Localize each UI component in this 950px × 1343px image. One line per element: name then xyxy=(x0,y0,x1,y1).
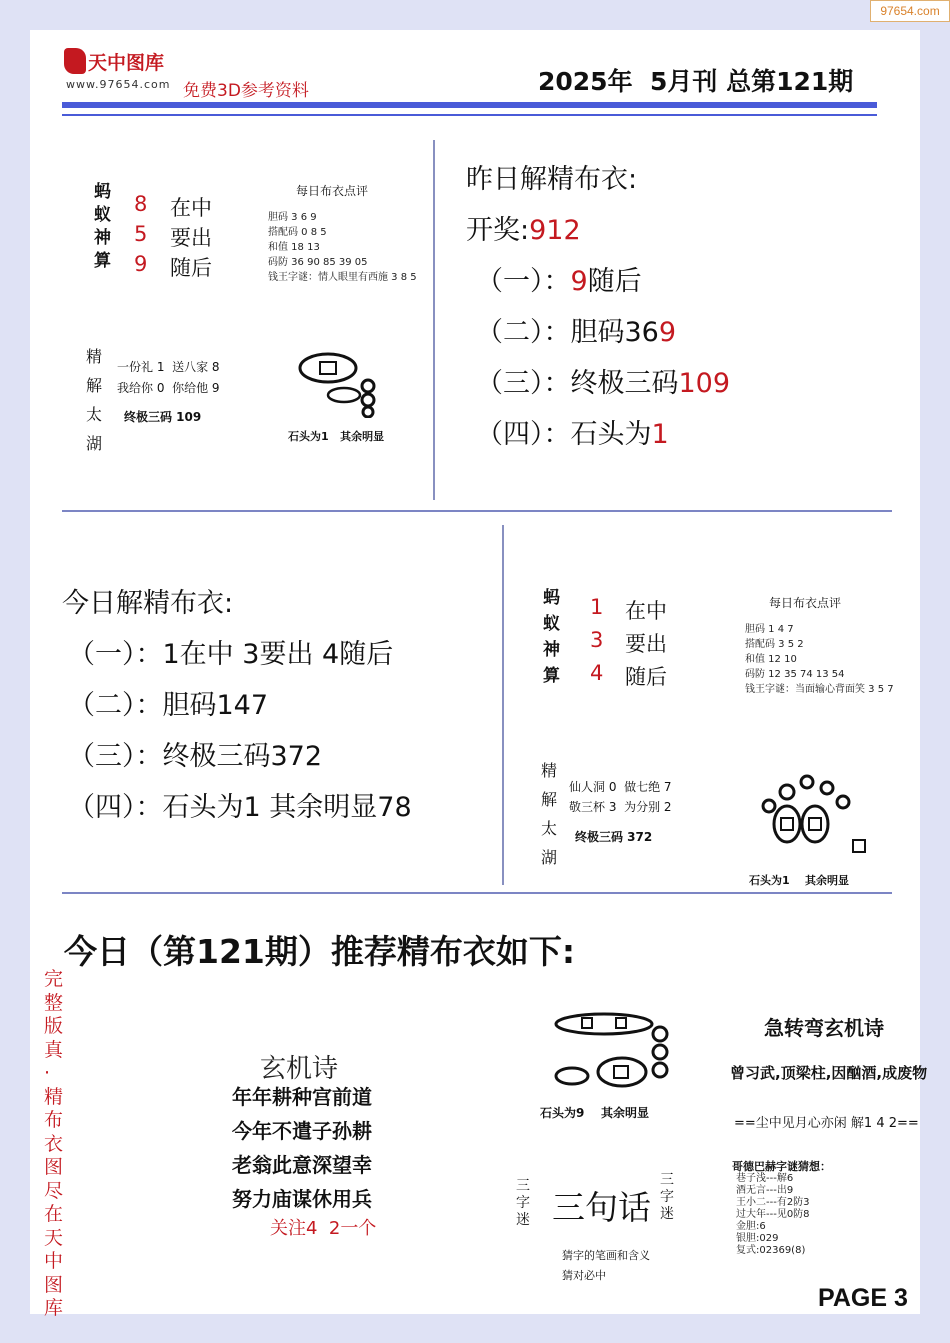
riddle-line: 猜字的笔画和含义 xyxy=(562,1249,650,1262)
comment-line: 码防 36 90 85 39 05 xyxy=(268,257,368,268)
poem-line: 年年耕种宫前道 xyxy=(232,1085,372,1109)
today-item-1 xyxy=(68,632,393,671)
poem-title: 玄机诗 xyxy=(260,1054,339,1084)
coin-drawing-icon xyxy=(294,348,394,418)
stone-caption-recommend: 石头为9 其余明显 xyxy=(540,1106,650,1120)
today-panel xyxy=(535,580,895,887)
riddle-line: 猜对必中 xyxy=(562,1269,606,1282)
logo-text: 天中图库 xyxy=(88,52,165,74)
item-label: （四）： xyxy=(476,419,571,450)
item-label: （一）： xyxy=(68,639,163,670)
lake-line: 我给你 0 你给他 9 xyxy=(117,381,220,395)
lake-line: 敬三杯 3 为分别 2 xyxy=(569,800,672,814)
panel-word-2: 要出 xyxy=(625,632,667,656)
panel-word-1: 在中 xyxy=(170,196,212,220)
yesterday-item-4 xyxy=(476,412,669,451)
panel-word-3: 随后 xyxy=(170,256,212,280)
comment-title: 每日布衣点评 xyxy=(769,596,842,610)
draw-result xyxy=(466,208,581,247)
item-label: （二）： xyxy=(476,317,571,348)
guess-line: 酒无言---出9 xyxy=(736,1185,794,1196)
item-red: 9 xyxy=(570,266,588,297)
panel-digit-2: 3 xyxy=(590,628,604,652)
stone-drawing-icon xyxy=(542,1012,674,1092)
item-text: 终极三码 xyxy=(570,368,679,399)
lake-title: 精解太湖 xyxy=(86,347,103,453)
header-subtitle: 免费3D参考资料 xyxy=(183,81,309,101)
item-red: 1 xyxy=(651,419,669,450)
comment-line: 和值 12 10 xyxy=(745,654,797,665)
item-text: 石头为1 其余明显78 xyxy=(162,792,412,823)
lake-final: 终极三码 109 xyxy=(124,410,202,424)
poem-line: 努力庙谋休用兵 xyxy=(232,1187,372,1211)
page-sheet xyxy=(30,30,928,1319)
divider-vertical-top xyxy=(433,140,435,500)
panel-digit-1: 1 xyxy=(590,595,604,619)
yesterday-item-2 xyxy=(476,310,676,349)
issue-title: 2025年 5月刊 总第121期 xyxy=(538,67,854,96)
poem-line: 今年不遣子孙耕 xyxy=(232,1119,372,1143)
stone-caption: 石头为1 其余明显 xyxy=(288,430,385,443)
panel-digit-3: 9 xyxy=(134,252,148,276)
guess-line: 巷子浅---解6 xyxy=(736,1173,794,1184)
logo xyxy=(64,46,176,96)
item-text: 1在中 3要出 4随后 xyxy=(162,639,394,670)
logo-url: www.97654.com xyxy=(66,78,171,91)
yesterday-item-1 xyxy=(476,259,642,298)
yesterday-panel xyxy=(80,160,430,460)
riddle-main: 三句话 xyxy=(552,1188,651,1227)
header-rule xyxy=(62,102,877,108)
guess-line: 金胆:6 xyxy=(736,1221,766,1232)
riddle-left-vertical: 三字迷 xyxy=(516,1178,530,1228)
lake-title: 精解太湖 xyxy=(541,761,558,867)
draw-value: 912 xyxy=(529,215,581,246)
today-item-3 xyxy=(68,734,322,773)
comment-line: 和值 18 13 xyxy=(268,242,320,253)
recommend-heading: 今日（第121期）推荐精布衣如下: xyxy=(64,932,576,971)
guess-line: 银胆:029 xyxy=(736,1233,779,1244)
item-text: 石头为 xyxy=(570,419,652,450)
panel-vertical-title: 蚂蚁神算 xyxy=(90,182,110,274)
item-red: 109 xyxy=(678,368,731,399)
comment-line: 胆码 3 6 9 xyxy=(268,212,317,223)
item-text: 终极三码372 xyxy=(162,741,323,772)
panel-vertical-title: 蚂蚁神算 xyxy=(543,588,560,686)
coin-chain-icon xyxy=(757,774,867,864)
panel-digit-1: 8 xyxy=(134,192,148,216)
comment-line: 搭配码 0 8 5 xyxy=(268,227,327,238)
comment-line: 胆码 1 4 7 xyxy=(745,624,794,635)
guess-title: 哥德巴赫字谜猜想： xyxy=(732,1160,831,1173)
guess-line: 过大年---见0防8 xyxy=(736,1209,810,1220)
today-answer-title: 今日解精布衣: xyxy=(62,588,234,619)
watermark: 97654.com xyxy=(870,0,950,22)
item-text: 随后 xyxy=(587,266,642,297)
poem2-line: 曾习武,顶梁柱,因酗酒,成废物 xyxy=(730,1064,928,1082)
divider-horizontal-1 xyxy=(62,510,892,512)
yesterday-answer-title: 昨日解精布衣: xyxy=(466,164,638,195)
poem-note: 关注4 2一个 xyxy=(270,1218,377,1239)
panel-word-3: 随后 xyxy=(625,665,667,689)
lake-line: 仙人洞 0 做七绝 7 xyxy=(569,780,672,794)
poem2-subline: ==尘中见月心亦闲 解1 4 2== xyxy=(734,1116,919,1131)
today-item-4 xyxy=(68,785,412,824)
panel-digit-3: 4 xyxy=(590,661,604,685)
poem-line: 老翁此意深望幸 xyxy=(232,1153,372,1177)
item-label: （二）： xyxy=(68,690,163,721)
panel-digit-2: 5 xyxy=(134,222,148,246)
poem2-title: 急转弯玄机诗 xyxy=(764,1016,884,1040)
item-text: 胆码147 xyxy=(162,690,269,721)
item-label: （四）： xyxy=(68,792,163,823)
comment-title: 每日布衣点评 xyxy=(296,184,369,198)
guess-line: 王小二---有2防3 xyxy=(736,1197,810,1208)
item-label: （三）： xyxy=(476,368,571,399)
comment-line: 钱王字谜：情人眼里有西施 3 8 5 xyxy=(268,272,417,283)
draw-label: 开奖: xyxy=(466,215,530,246)
item-label: （三）： xyxy=(68,741,163,772)
comment-line: 码防 12 35 74 13 54 xyxy=(745,669,845,680)
side-banner: 完整版真·精布衣图尽在天中图库 xyxy=(44,968,64,1319)
header-rule-thin xyxy=(62,114,877,116)
item-text: 胆码36 xyxy=(570,317,659,348)
divider-vertical-middle xyxy=(502,525,504,885)
lake-final: 终极三码 372 xyxy=(575,830,653,844)
comment-line: 搭配码 3 5 2 xyxy=(745,639,804,650)
comment-line: 钱王字谜：当面输心背面笑 3 5 7 xyxy=(745,684,894,695)
divider-horizontal-2 xyxy=(62,892,892,894)
logo-mark-icon xyxy=(64,48,86,74)
lake-line: 一份礼 1 送八家 8 xyxy=(117,360,220,374)
yesterday-item-3 xyxy=(476,361,730,400)
panel-word-2: 要出 xyxy=(170,226,212,250)
item-label: （一）： xyxy=(476,266,571,297)
today-item-2 xyxy=(68,683,268,722)
page-number: PAGE 3 xyxy=(818,1284,908,1312)
panel-word-1: 在中 xyxy=(625,599,667,623)
riddle-right-vertical: 三字迷 xyxy=(660,1172,674,1222)
stone-caption: 石头为1 其余明显 xyxy=(749,874,849,887)
item-red: 9 xyxy=(658,317,677,348)
guess-line: 复式:02369(8) xyxy=(736,1245,806,1256)
